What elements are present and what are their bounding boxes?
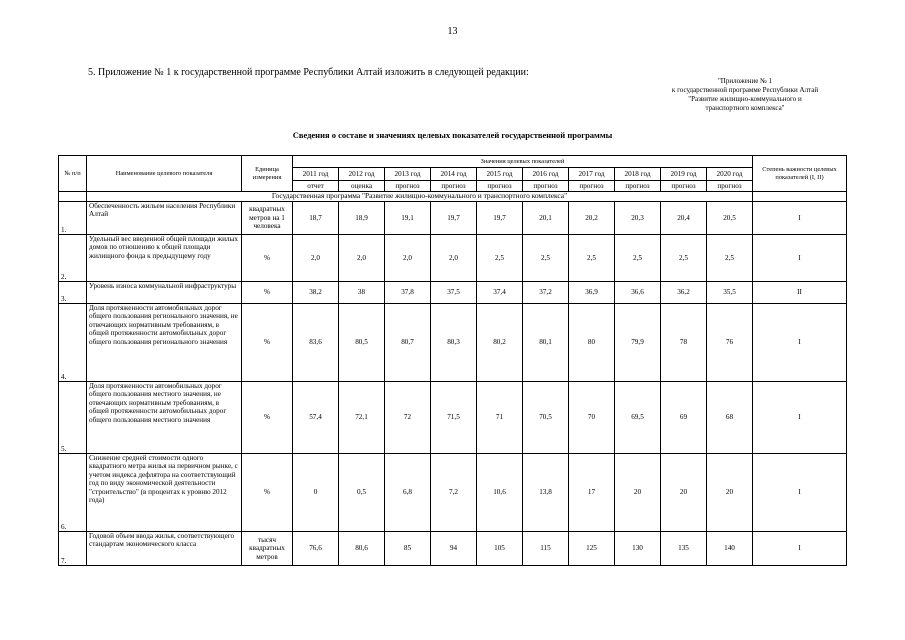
row-number <box>59 382 87 454</box>
indicator-importance: I <box>753 235 847 282</box>
header-status: отчет <box>293 181 339 192</box>
row-number <box>59 235 87 282</box>
indicator-value: 6,8 <box>385 454 431 532</box>
indicator-importance: I <box>753 304 847 382</box>
indicator-value: 20,2 <box>569 202 615 235</box>
header-year: 2019 год <box>661 168 707 181</box>
table-row <box>59 454 847 532</box>
indicator-value: 20 <box>615 454 661 532</box>
header-unit: Единица измерения <box>242 156 293 192</box>
indicator-value: 76 <box>707 304 753 382</box>
table-row <box>59 202 847 235</box>
indicator-name: Снижение средней стоимости одного квадратного метра жилья на первичном рынке, с учетом индекса дефлятора на соответствующий год по виду экономической деятельности "строительство" (в процентах к уровню 2012 года) <box>87 454 242 532</box>
indicator-value: 18,7 <box>293 202 339 235</box>
indicator-value: 0,5 <box>339 454 385 532</box>
indicator-value: 70 <box>569 382 615 454</box>
indicator-importance: I <box>753 532 847 566</box>
row-number <box>59 304 87 382</box>
indicator-unit: % <box>242 382 293 454</box>
row-number-text: 7. <box>61 556 67 565</box>
row-number-text: 3. <box>61 294 67 303</box>
indicator-value: 13,8 <box>523 454 569 532</box>
indicator-value: 2,5 <box>707 235 753 282</box>
row-number-text: 4. <box>61 372 67 381</box>
indicator-unit: % <box>242 282 293 304</box>
table-row <box>59 532 847 566</box>
header-year: 2016 год <box>523 168 569 181</box>
header-status: прогноз <box>707 181 753 192</box>
header-values-group: Значения целевых показателей <box>293 156 753 168</box>
indicator-value: 68 <box>707 382 753 454</box>
indicator-value: 94 <box>431 532 477 566</box>
header-status: прогноз <box>661 181 707 192</box>
indicator-value: 78 <box>661 304 707 382</box>
indicator-value: 19,7 <box>477 202 523 235</box>
indicator-value: 71,5 <box>431 382 477 454</box>
indicator-value: 2,5 <box>661 235 707 282</box>
indicator-value: 135 <box>661 532 707 566</box>
header-importance: Степень важности целевых показателей (I, II) <box>753 156 847 192</box>
indicator-value: 20,4 <box>661 202 707 235</box>
row-number-text: 2. <box>61 272 67 281</box>
header-year: 2020 год <box>707 168 753 181</box>
annex-line: "Приложение № 1 <box>717 77 773 85</box>
indicator-value: 20 <box>707 454 753 532</box>
indicator-value: 80,7 <box>385 304 431 382</box>
header-status: прогноз <box>431 181 477 192</box>
indicator-value: 19,7 <box>431 202 477 235</box>
header-year: 2018 год <box>615 168 661 181</box>
indicator-value: 80,1 <box>523 304 569 382</box>
indicator-value: 125 <box>569 532 615 566</box>
indicator-name: Удельный вес введенной общей площади жилых домов по отношению к общей площади жилищного фонда к предыдущему году <box>87 235 242 282</box>
header-status: прогноз <box>477 181 523 192</box>
indicator-value: 140 <box>707 532 753 566</box>
indicator-value: 72,1 <box>339 382 385 454</box>
indicator-value: 2,5 <box>569 235 615 282</box>
indicator-value: 2,5 <box>523 235 569 282</box>
indicator-name: Обеспеченность жильем населения Республики Алтай <box>87 202 242 235</box>
program-spacer <box>59 192 87 202</box>
header-status: прогноз <box>615 181 661 192</box>
header-name: Наименование целевого показателя <box>87 156 242 192</box>
indicator-name: Уровень износа коммунальной инфраструктуры <box>87 282 242 304</box>
annex-header <box>630 77 860 113</box>
indicator-value: 105 <box>477 532 523 566</box>
indicator-value: 80,3 <box>431 304 477 382</box>
indicator-value: 2,0 <box>293 235 339 282</box>
indicator-name: Доля протяженности автомобильных дорог общего пользования регионального значения, не отвечающих нормативным требованиям, в общей протяженности автомобильных дорог общего пользования регионального значения <box>87 304 242 382</box>
indicator-value: 2,0 <box>339 235 385 282</box>
indicator-value: 2,5 <box>615 235 661 282</box>
indicator-importance: I <box>753 382 847 454</box>
indicator-value: 2,0 <box>431 235 477 282</box>
indicator-value: 38 <box>339 282 385 304</box>
table-row <box>59 282 847 304</box>
indicator-value: 115 <box>523 532 569 566</box>
row-number-text: 5. <box>61 444 67 453</box>
row-number <box>59 532 87 566</box>
indicator-value: 0 <box>293 454 339 532</box>
header-year: 2011 год <box>293 168 339 181</box>
indicator-value: 10,6 <box>477 454 523 532</box>
indicator-unit: % <box>242 235 293 282</box>
indicator-name: Доля протяженности автомобильных дорог общего пользования местного значения, не отвечающих нормативным требованиям, в общей протяженности автомобильных дорог общего пользования местного значения <box>87 382 242 454</box>
indicator-value: 71 <box>477 382 523 454</box>
indicator-value: 57,4 <box>293 382 339 454</box>
indicators-table <box>58 155 847 566</box>
row-number <box>59 202 87 235</box>
indicator-value: 85 <box>385 532 431 566</box>
indicator-value: 2,0 <box>385 235 431 282</box>
indicator-value: 79,9 <box>615 304 661 382</box>
row-number-text: 6. <box>61 522 67 531</box>
header-year: 2017 год <box>569 168 615 181</box>
row-number <box>59 454 87 532</box>
header-status: прогноз <box>569 181 615 192</box>
header-num: № п/п <box>59 156 87 192</box>
indicator-value: 20,3 <box>615 202 661 235</box>
indicator-value: 69 <box>661 382 707 454</box>
header-status: оценка <box>339 181 385 192</box>
header-status: прогноз <box>523 181 569 192</box>
indicator-value: 20 <box>661 454 707 532</box>
header-status: прогноз <box>385 181 431 192</box>
indicator-importance: I <box>753 454 847 532</box>
header-year: 2013 год <box>385 168 431 181</box>
indicator-unit: % <box>242 454 293 532</box>
indicator-value: 80,2 <box>477 304 523 382</box>
indicator-unit: квадратных метров на 1 человека <box>242 202 293 235</box>
document-title: Сведения о составе и значениях целевых показателей государственной программы <box>292 130 613 140</box>
indicator-value: 17 <box>569 454 615 532</box>
indicator-value: 38,2 <box>293 282 339 304</box>
annex-line: к государственной программе Республики Алтай <box>671 86 819 94</box>
indicator-value: 80,5 <box>339 304 385 382</box>
indicator-value: 37,5 <box>431 282 477 304</box>
indicator-name: Годовой объем ввода жилья, соответствующего стандартам экономического класса <box>87 532 242 566</box>
indicator-value: 37,2 <box>523 282 569 304</box>
indicator-value: 83,6 <box>293 304 339 382</box>
page-number: 13 <box>447 26 458 37</box>
indicator-value: 20,5 <box>707 202 753 235</box>
table-row <box>59 304 847 382</box>
indicator-unit: тысяч квадратных метров <box>242 532 293 566</box>
program-spacer <box>753 192 847 202</box>
intro-paragraph: 5. Приложение № 1 к государственной программе Республики Алтай изложить в следующей редакции: <box>88 67 529 78</box>
row-number-text: 1. <box>61 225 67 234</box>
indicator-value: 36,9 <box>569 282 615 304</box>
indicator-value: 130 <box>615 532 661 566</box>
indicator-value: 18,9 <box>339 202 385 235</box>
indicator-value: 80,6 <box>339 532 385 566</box>
indicator-value: 19,1 <box>385 202 431 235</box>
header-year: 2014 год <box>431 168 477 181</box>
indicator-value: 37,8 <box>385 282 431 304</box>
indicator-value: 37,4 <box>477 282 523 304</box>
indicator-value: 36,6 <box>615 282 661 304</box>
annex-line: транспортного комплекса" <box>705 104 785 112</box>
header-year: 2012 год <box>339 168 385 181</box>
indicator-value: 35,5 <box>707 282 753 304</box>
indicator-importance: I <box>753 202 847 235</box>
annex-line: "Развитие жилищно-коммунального и <box>688 95 802 103</box>
indicator-value: 70,5 <box>523 382 569 454</box>
table-row <box>59 235 847 282</box>
header-year: 2015 год <box>477 168 523 181</box>
row-number <box>59 282 87 304</box>
indicator-value: 69,5 <box>615 382 661 454</box>
indicator-importance: II <box>753 282 847 304</box>
program-title: Государственная программа "Развитие жилищно-коммунального и транспортного комплекса" <box>87 192 753 202</box>
indicator-value: 76,6 <box>293 532 339 566</box>
indicator-value: 7,2 <box>431 454 477 532</box>
indicator-value: 20,1 <box>523 202 569 235</box>
indicator-value: 80 <box>569 304 615 382</box>
indicator-value: 72 <box>385 382 431 454</box>
indicator-value: 2,5 <box>477 235 523 282</box>
table-row <box>59 382 847 454</box>
indicator-value: 36,2 <box>661 282 707 304</box>
indicator-unit: % <box>242 304 293 382</box>
